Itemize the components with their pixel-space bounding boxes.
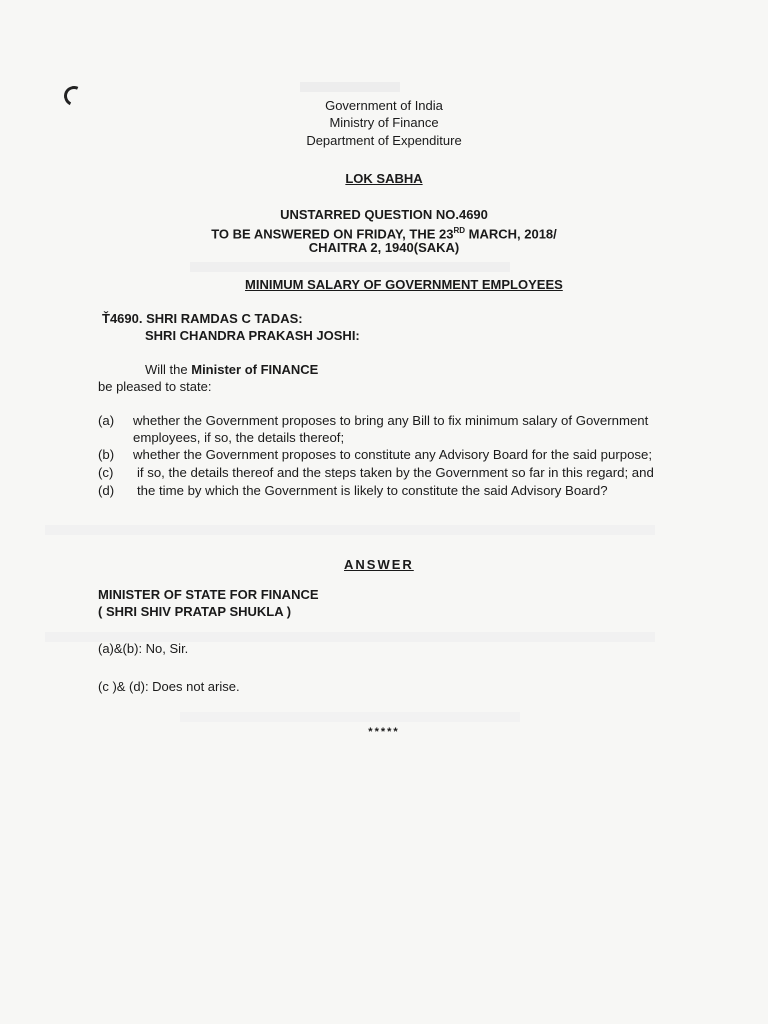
item-c-label: (c) (98, 465, 114, 480)
question-subject: MINIMUM SALARY OF GOVERNMENT EMPLOYEES (245, 277, 563, 292)
question-ref-number: Ť4690. (102, 311, 143, 326)
item-d-text: the time by which the Government is likely to constitute the said Advisory Board? (137, 483, 608, 498)
intro-line (145, 361, 318, 378)
item-a-continuation: employees, if so, the details thereof; (133, 430, 345, 445)
intro-pleased: be pleased to state: (98, 379, 212, 394)
item-a-label: (a) (98, 413, 115, 428)
bleed-through-mark (190, 262, 510, 272)
answer-date-pre: TO BE ANSWERED ON FRIDAY, THE 23 (211, 226, 454, 242)
answer-minister-title: MINISTER OF STATE FOR FINANCE (98, 587, 319, 602)
answer-date-post: MARCH, 2018/ (465, 226, 557, 242)
item-d-label: (d) (98, 483, 115, 498)
item-b-text: whether the Government proposes to constitute any Advisory Board for the said purpose; (133, 447, 652, 462)
bleed-through-mark (300, 82, 400, 92)
bleed-through-mark (45, 525, 655, 535)
intro-minister: Minister of FINANCE (191, 362, 319, 377)
header-department: Department of Expenditure (306, 133, 462, 148)
intro-will-the: Will the (145, 362, 192, 377)
answer-minister-name: ( SHRI SHIV PRATAP SHUKLA ) (98, 604, 292, 619)
answer-heading: ANSWER (344, 557, 414, 572)
house-title: LOK SABHA (345, 171, 423, 186)
header-ministry: Ministry of Finance (329, 115, 439, 130)
member-line-1 (102, 310, 303, 327)
item-b-label: (b) (98, 447, 115, 462)
member-1: SHRI RAMDAS C TADAS: (146, 311, 303, 326)
question-number: UNSTARRED QUESTION NO.4690 (280, 207, 488, 222)
member-2: SHRI CHANDRA PRAKASH JOSHI: (145, 328, 360, 343)
item-c-text: if so, the details thereof and the steps taken by the Government so far in this regard; and (137, 465, 654, 480)
header-government: Government of India (325, 98, 443, 113)
saka-date: CHAITRA 2, 1940(SAKA) (308, 240, 460, 255)
answer-date-sup: RD (453, 226, 466, 235)
end-marker: ***** (368, 726, 400, 738)
answer-reply-ab: (a)&(b): No, Sir. (98, 641, 189, 656)
bleed-through-mark (180, 712, 520, 722)
item-a-text: whether the Government proposes to bring any Bill to fix minimum salary of Government (133, 413, 649, 428)
answer-reply-cd: (c )& (d): Does not arise. (98, 679, 240, 694)
